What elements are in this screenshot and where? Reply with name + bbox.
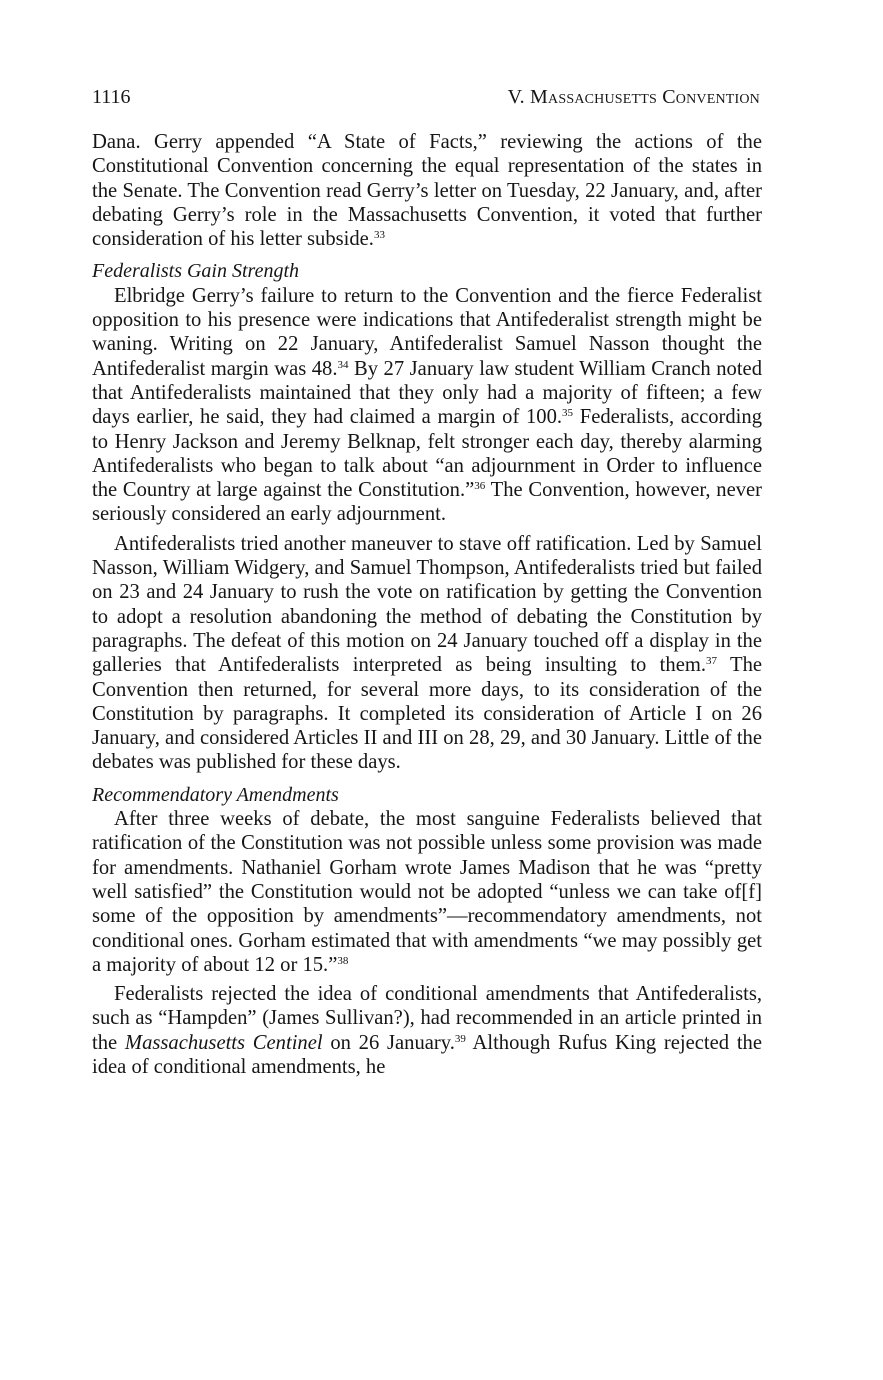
paragraph [92, 807, 762, 977]
paragraph-text: By 27 January law student William Cranch noted that Antifederalists maintained that they only had a majority of fifteen; a few days earlier, he said, they had claimed a margin of 100. [92, 357, 762, 429]
footnote-ref: 35 [562, 407, 574, 420]
page-number: 1116 [92, 86, 131, 108]
paragraph-continued [92, 130, 762, 251]
footnote-ref: 39 [454, 1032, 466, 1045]
running-title: V. Massachusetts Convention [507, 86, 760, 108]
paragraph-text: The Convention then returned, for several more days, to its consideration of the Constitution by paragraphs. It completed its consideration of Article I on 26 January, and considered Articles II and III on 28, 29, and 30 January. Little of the debates was published for these days. [92, 654, 763, 774]
footnote-ref: 36 [474, 480, 486, 493]
running-header [92, 82, 760, 112]
footnote-ref: 37 [706, 655, 718, 668]
paragraph [92, 284, 762, 527]
paragraph [92, 532, 762, 775]
section-heading-federalists-gain-strength: Federalists Gain Strength [92, 260, 300, 283]
paragraph-text: Federalists, according to Henry Jackson and Jeremy Belknap, felt stronger each day, thereby alarming Antifederalists who began to talk about “an adjournment in Order to influence the Country at large against the Constitution.” [92, 406, 762, 502]
newspaper-title: Massachusetts Centinel [124, 1031, 323, 1054]
paragraph-text: The Convention, however, never seriously considered an early adjournment. [92, 479, 762, 526]
paragraph-text: Although Rufus King rejected the idea of conditional amendments, he [92, 1031, 762, 1078]
footnote-ref: 33 [373, 229, 385, 242]
footnote-ref: 38 [337, 954, 349, 967]
paragraph-text: on 26 January. [322, 1031, 455, 1054]
paragraph [92, 982, 762, 1079]
paragraph-text: Federalists rejected the idea of conditional amendments that Antifederalists, such as “Hampden” (James Sullivan?), had recommended in an article printed in the [92, 983, 762, 1054]
paragraph-text: Elbridge Gerry’s failure to return to the Convention and the fierce Federalist opposition to his presence were indications that Antifederalist strength might be waning. Writing on 22 January, Antifederalist Samuel Nasson thought the Antifederalist margin was 48. [92, 284, 762, 380]
paragraph-text: Antifederalists tried another maneuver to stave off ratification. Led by Samuel Nasson, William Widgery, and Samuel Thompson, Antifederalists tried but failed on 23 and 24 January to rush the vote on ratification by getting the Convention to adopt a resolution abandoning the method of debating the Constitution by paragraphs. The defeat of this motion on 24 January touched off a display in the galleries that Antifederalists interpreted as being insulting to them. [92, 532, 762, 677]
section-heading-recommendatory-amendments: Recommendatory Amendments [92, 783, 339, 806]
footnote-ref: 34 [337, 358, 349, 371]
paragraph-text: After three weeks of debate, the most sanguine Federalists believed that ratification of the Constitution was not possible unless some provision was made for amendments. Nathaniel Gorham wrote James Madison that he was “pretty well satisfied” the Constitution would not be adopted “unless we can take of[f] some of the opposition by amendments”—recommendatory amendments, not conditional ones. Gorham estimated that with amendments “we may possibly get a majority of about 12 or 15.” [92, 808, 762, 976]
paragraph-text: Dana. Gerry appended “A State of Facts,” reviewing the actions of the Constitutional Convention concerning the equal representation of the states in the Senate. The Convention read Gerry’s letter on Tuesday, 22 January, and, after debating Gerry’s role in the Massachusetts Convention, it voted that further consideration of his letter subside. [92, 131, 762, 251]
body-text [92, 130, 762, 1079]
